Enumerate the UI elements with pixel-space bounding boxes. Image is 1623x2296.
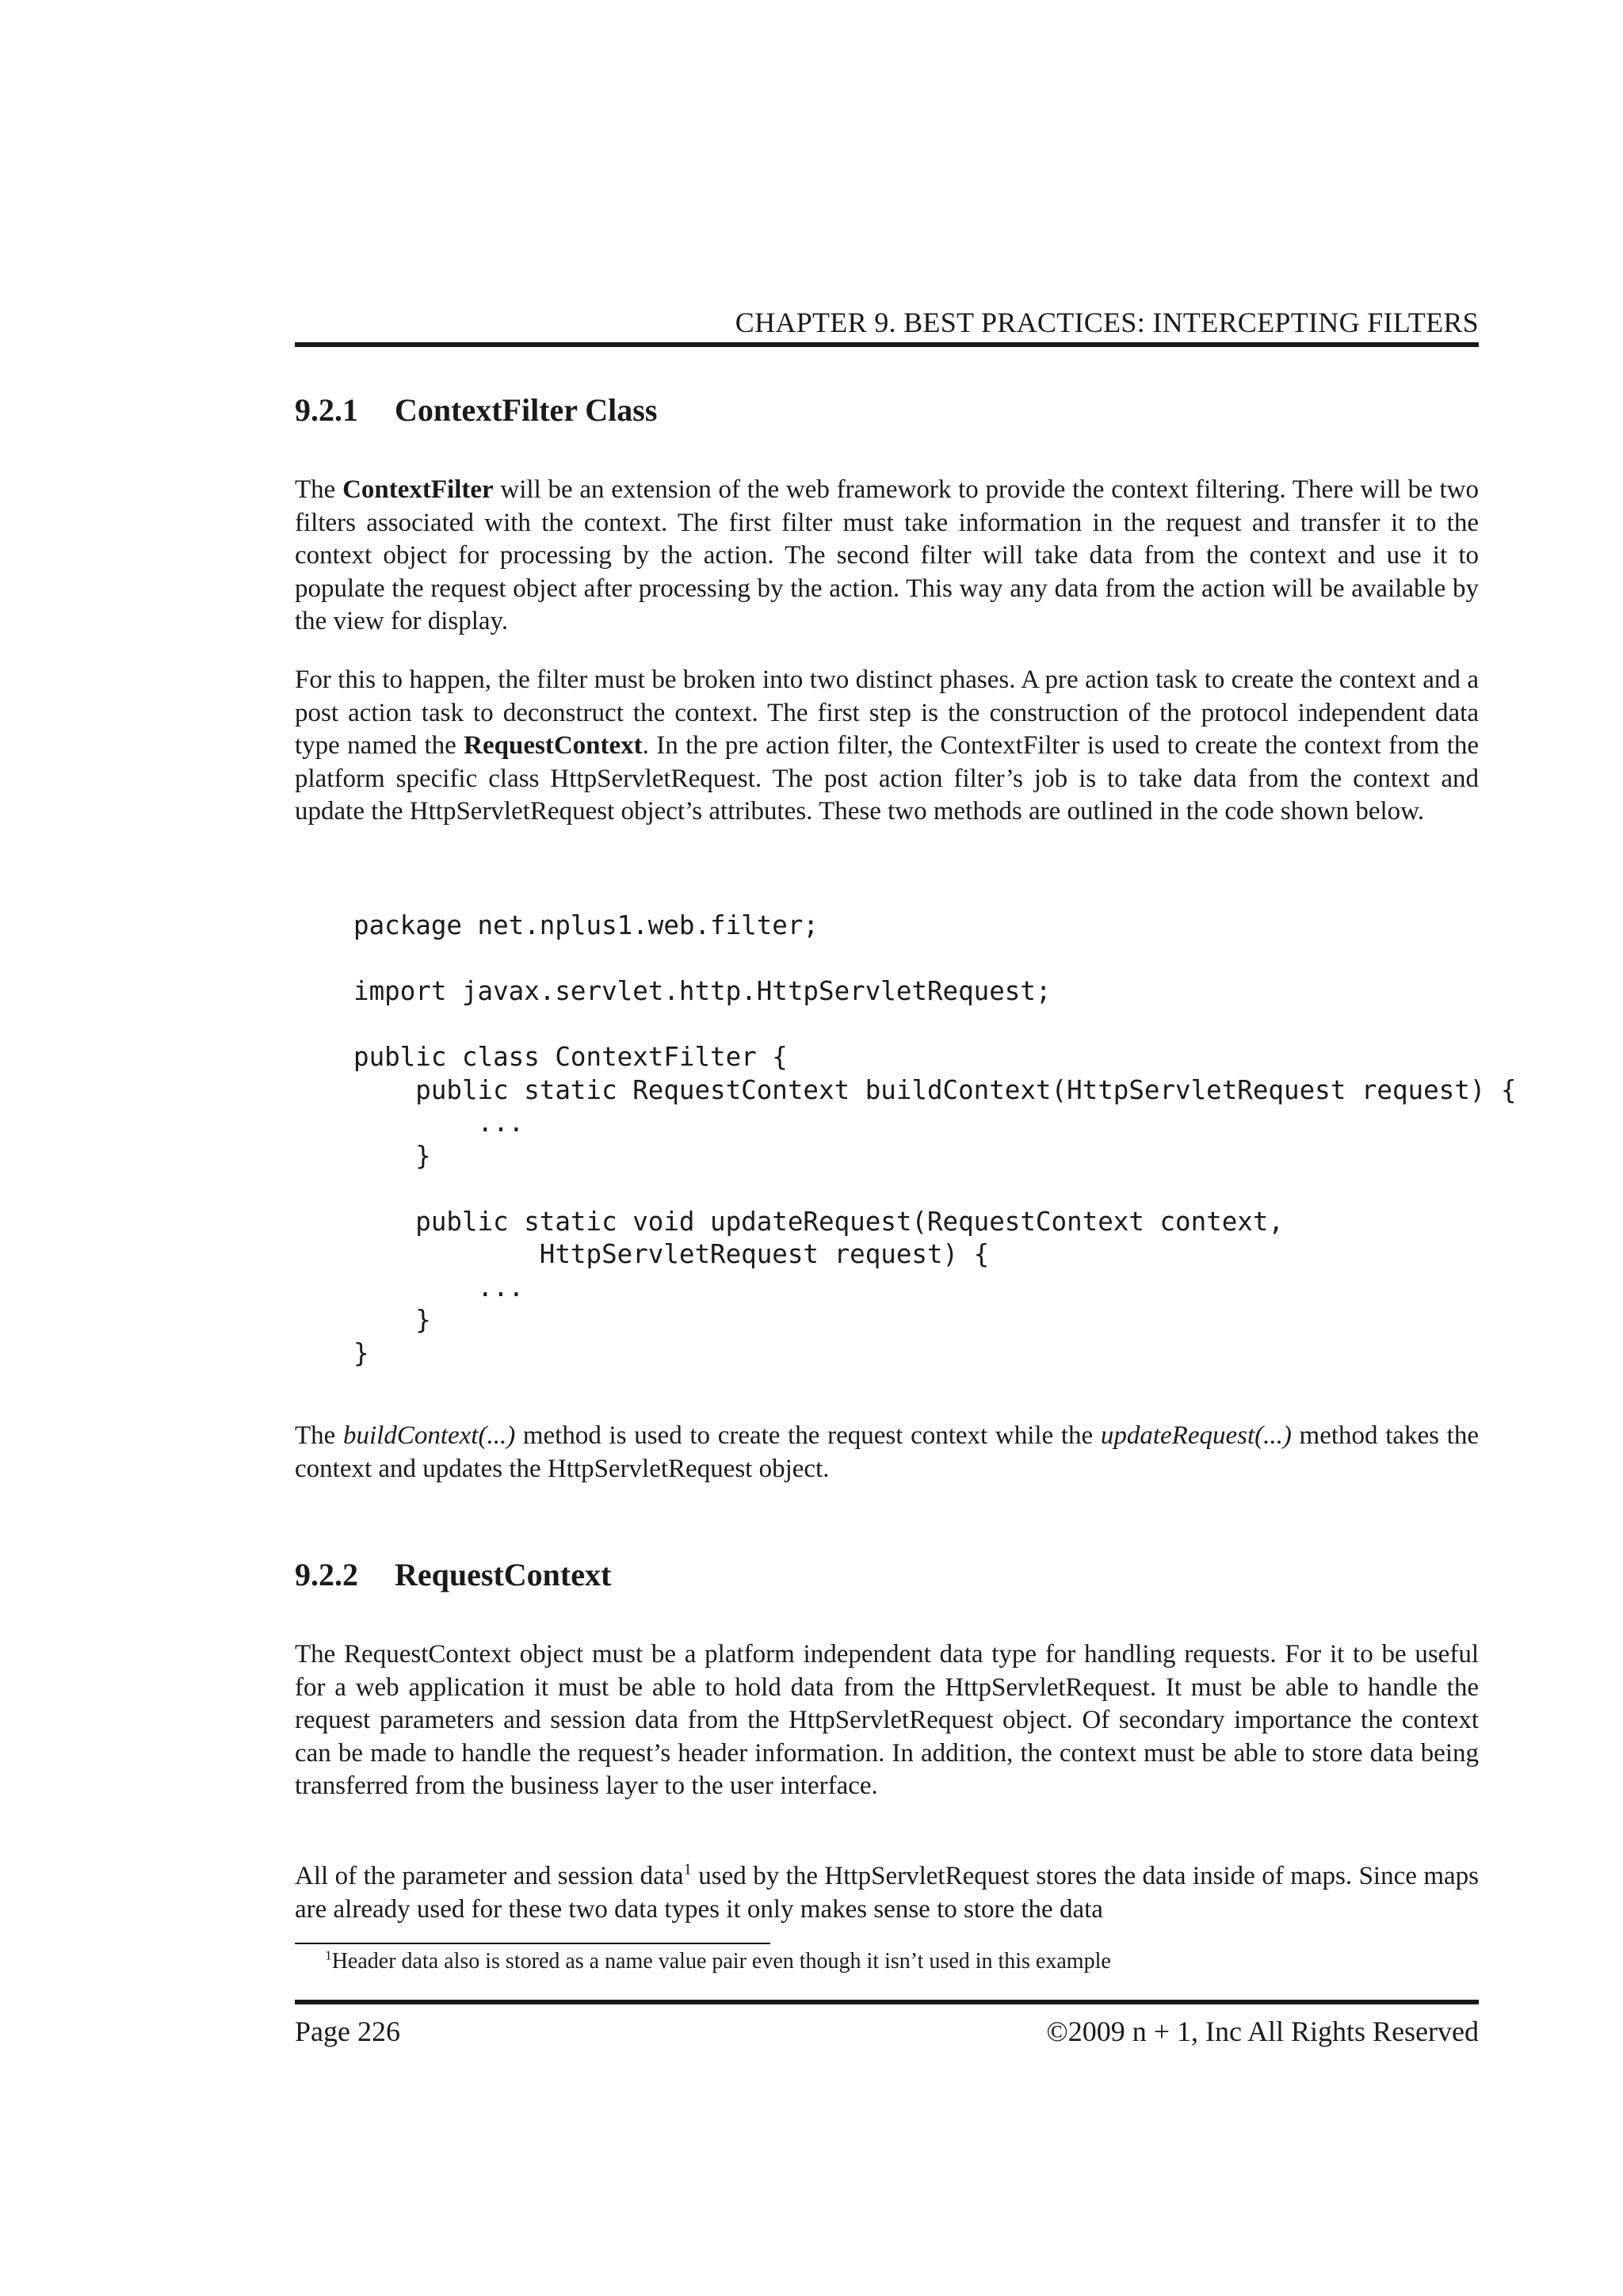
- section-heading-9-2-1: [295, 391, 657, 429]
- paragraph-text: will be an extension of the web framework to provide the context filtering. There will be two filters associated with the context. The first filter must take information in the request and transfer it to the context object for processing by the action. The second filter will take data from the context and use it to populate the request object after processing by the action. This way any data from the action will be available by the view for display.: [295, 475, 1479, 635]
- footnote-marker: 1: [683, 1860, 692, 1878]
- document-page: [295, 0, 1517, 2296]
- footnote: [325, 1949, 1111, 1974]
- paragraph-method-description: [295, 1420, 1479, 1486]
- code-listing: package net.nplus1.web.filter; import javax.servlet.http.HttpServletRequest; public class ContextFilter { public static RequestContext buildContext(HttpServletRequest request) { ... } public static void updateRequest(RequestContext context, HttpServletRequest request) { ... } }: [353, 910, 1517, 1368]
- bold-term: ContextFilter: [342, 475, 494, 504]
- section-title: ContextFilter Class: [395, 392, 658, 428]
- paragraph-text: The: [295, 475, 343, 504]
- paragraph-text: method is used to create the request context while the: [515, 1421, 1101, 1450]
- section-title: RequestContext: [395, 1557, 612, 1592]
- italic-method-name: buildContext(...): [342, 1421, 516, 1450]
- page-number: Page 226: [295, 2016, 400, 2047]
- section-heading-9-2-2: [295, 1556, 611, 1593]
- paragraph-filter-phases: [295, 664, 1479, 829]
- paragraph-text: The RequestContext object must be a platform independent data type for handling requests. For it to be useful for a web application it must be able to hold data from the HttpServletRequest. It must be able to handle the request parameters and session data from the HttpServletRequest object. Of secondary importance the context can be made to handle the request’s header information. In addition, the context must be able to store data being transferred from the business layer to the user interface.: [295, 1640, 1479, 1800]
- section-number: 9.2.1: [295, 392, 358, 428]
- paragraph-text: The: [295, 1421, 343, 1450]
- footnote-rule: [295, 1943, 770, 1944]
- copyright-notice: ©2009 n + 1, Inc All Rights Reserved: [1046, 2016, 1479, 2047]
- footnote-text: Header data also is stored as a name value pair even though it isn’t used in this example: [331, 1949, 1111, 1974]
- paragraph-parameter-session: [295, 1860, 1479, 1926]
- section-number: 9.2.2: [295, 1557, 358, 1592]
- paragraph-text: All of the parameter and session data: [295, 1862, 684, 1890]
- paragraph-text: For this to happen, the filter must be broken into two distinct phases. A pre action task to create the context and a post action task to deconstruct the context. The first step is the construction of the protocol independent data type named the: [295, 666, 1479, 760]
- italic-method-name: updateRequest(...): [1100, 1421, 1292, 1450]
- running-header: CHAPTER 9. BEST PRACTICES: INTERCEPTING FILTERS: [735, 307, 1479, 338]
- footer-rule: [295, 2000, 1479, 2004]
- header-rule: [295, 342, 1479, 347]
- paragraph-text: . In the pre action filter, the ContextFilter is used to create the context from the platform specific class HttpServletRequest. The post action filter’s job is to take data from the context and update the HttpServletRequest object’s attributes. These two methods are outlined in the code shown below.: [295, 731, 1480, 826]
- paragraph-text: method takes the context and updates the HttpServletRequest object.: [295, 1421, 1479, 1483]
- paragraph-text: used by the HttpServletRequest stores the data inside of maps. Since maps are already used for these two data types it only makes sense to store the data: [295, 1862, 1480, 1924]
- paragraph-requestcontext-intro: [295, 1638, 1479, 1803]
- footnote-number: 1: [325, 1947, 332, 1963]
- paragraph-contextfilter-intro: [295, 474, 1479, 639]
- bold-term: RequestContext: [464, 731, 643, 760]
